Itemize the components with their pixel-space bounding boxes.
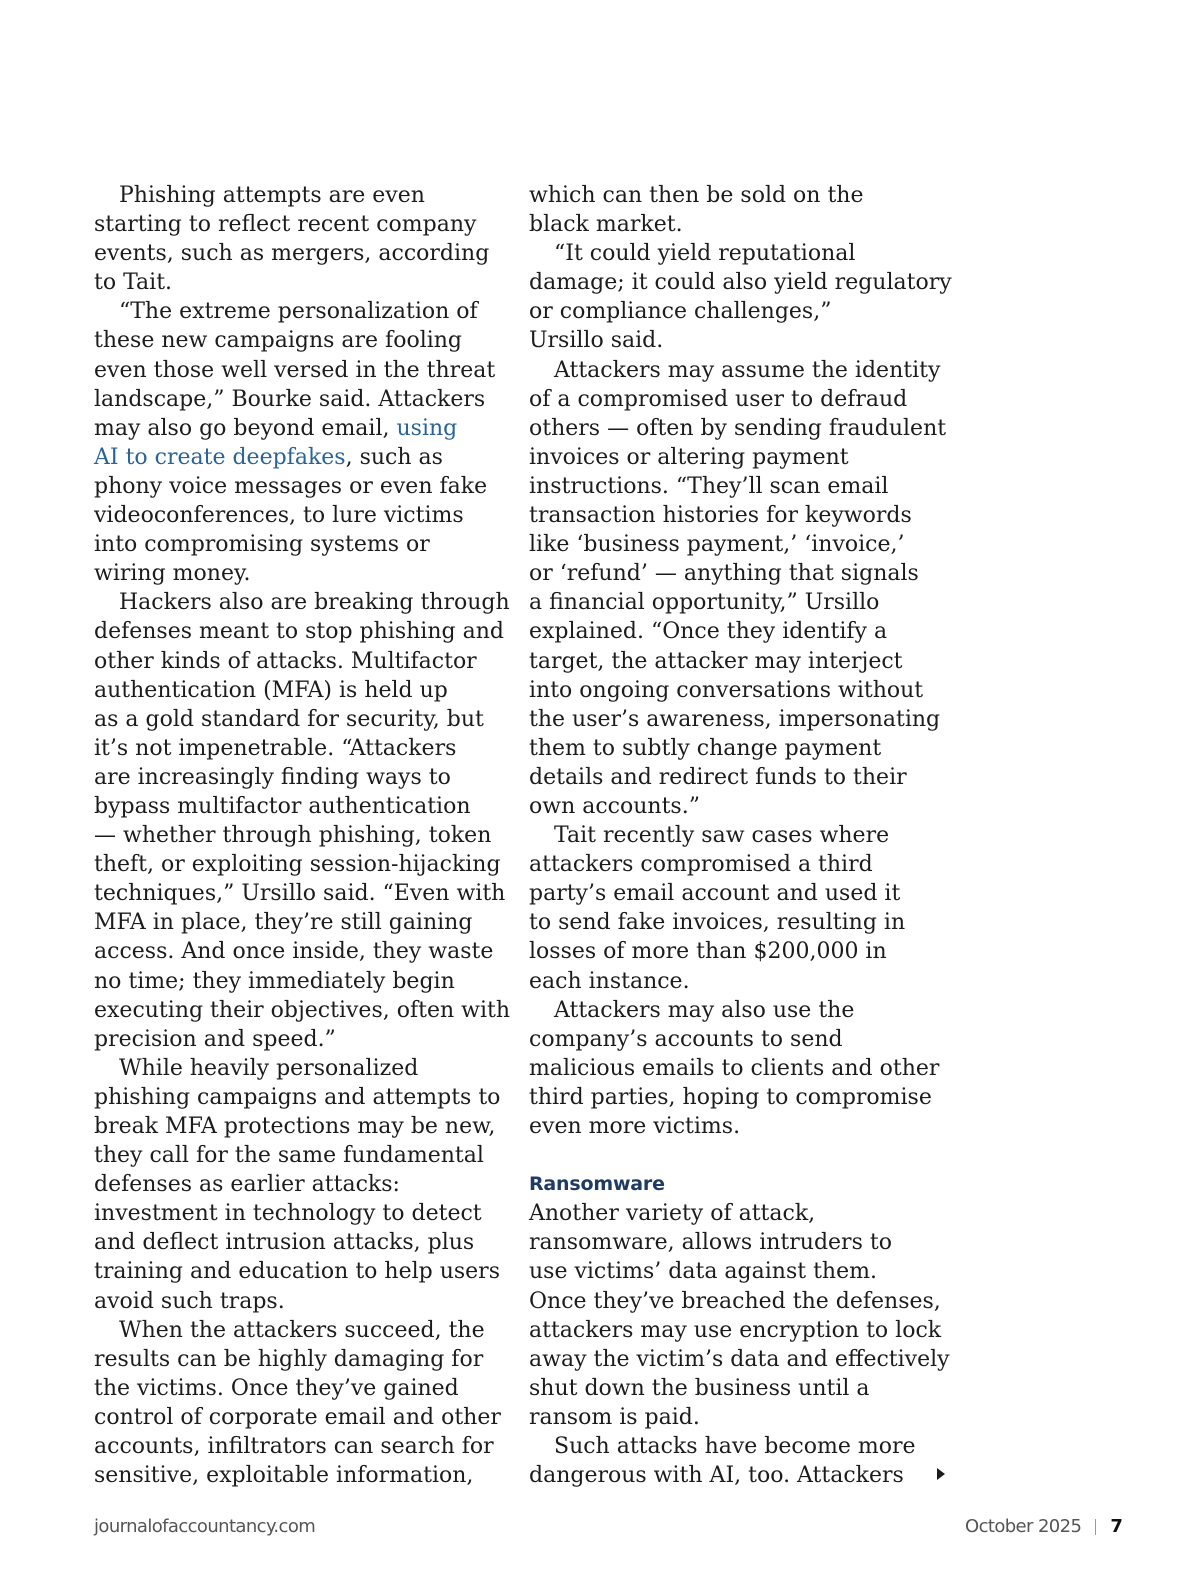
text-fragment: may also go beyond email, <box>94 415 397 441</box>
text-line: Hackers also are breaking through <box>119 590 510 616</box>
text-line: executing their objectives, often with <box>94 997 511 1023</box>
text-line: own accounts.” <box>529 793 700 819</box>
text-line: even more victims. <box>529 1114 741 1139</box>
text-line: they call for the same fundamental <box>94 1143 484 1169</box>
text-line: them to subtly change payment <box>529 735 882 761</box>
text-line: it’s not impenetrable. “Attackers <box>94 735 457 761</box>
text-line: sensitive, exploitable information, <box>94 1463 474 1489</box>
text-line: break MFA protections may be new, <box>94 1114 496 1139</box>
text-line: — whether through phishing, token <box>94 823 492 849</box>
text-line: While heavily personalized <box>119 1055 419 1081</box>
text-line: techniques,” Ursillo said. “Even with <box>94 881 506 907</box>
text-line: dangerous with AI, too. Attackers <box>529 1463 904 1489</box>
footer-issue-info <box>965 1516 1122 1537</box>
text-line: phony voice messages or even fake <box>94 473 488 499</box>
left-column <box>94 181 514 1490</box>
text-line: ransomware, allows intruders to <box>529 1230 892 1256</box>
paragraph-gap <box>529 1141 949 1170</box>
text-line: videoconferences, to lure victims <box>94 503 464 529</box>
text-line: use victims’ data against them. <box>529 1259 877 1285</box>
text-line: damage; it could also yield regulatory <box>529 270 952 296</box>
text-line: to Tait. <box>94 270 173 296</box>
text-line: ransom is paid. <box>529 1404 700 1430</box>
text-line: others — often by sending fraudulent <box>529 415 947 441</box>
footer-divider <box>1095 1519 1096 1535</box>
text-line: which can then be sold on the <box>529 183 864 208</box>
text-line: Attackers may assume the identity <box>554 357 941 383</box>
text-line: Another variety of attack, <box>529 1201 816 1227</box>
text-line: as a gold standard for security, but <box>94 706 484 732</box>
text-line: each instance. <box>529 968 690 994</box>
text-line: Tait recently saw cases where <box>554 823 890 849</box>
text-line: away the victim’s data and effectively <box>529 1346 950 1372</box>
text-line: Such attacks have become more <box>554 1434 916 1460</box>
text-line: defenses as earlier attacks: <box>94 1172 400 1198</box>
text-line: Phishing attempts are even <box>119 183 425 208</box>
text-line: party’s email account and used it <box>529 881 901 907</box>
text-line: explained. “Once they identify a <box>529 619 888 645</box>
text-line: these new campaigns are fooling <box>94 328 463 354</box>
text-line: black market. <box>529 212 683 238</box>
text-line: Attackers may also use the <box>554 997 855 1023</box>
text-line: events, such as mergers, according <box>94 241 490 267</box>
text-line: or compliance challenges,” <box>529 299 832 325</box>
text-line: precision and speed.” <box>94 1026 336 1052</box>
text-line: investment in technology to detect <box>94 1201 482 1227</box>
text-line: bypass multifactor authentication <box>94 793 471 819</box>
text-line: instructions. “They’ll scan email <box>529 473 889 499</box>
text-line: Once they’ve breached the defenses, <box>529 1288 941 1314</box>
text-line: are increasingly finding ways to <box>94 764 451 790</box>
text-line: or ‘refund’ — anything that signals <box>529 561 919 587</box>
text-line: transaction histories for keywords <box>529 503 912 529</box>
text-line: “It could yield reputational <box>554 241 856 267</box>
footer-issue: October 2025 <box>965 1516 1082 1537</box>
text-line: attackers compromised a third <box>529 852 873 878</box>
text-line: wiring money. <box>94 561 251 587</box>
text-line: landscape,” Bourke said. Attackers <box>94 386 486 412</box>
text-line: training and education to help users <box>94 1259 500 1285</box>
text-line: control of corporate email and other <box>94 1404 501 1430</box>
text-line: and deflect intrusion attacks, plus <box>94 1230 475 1256</box>
continue-arrow-icon <box>937 1468 945 1480</box>
text-line: to send fake invoices, resulting in <box>529 910 906 936</box>
text-line: starting to reflect recent company <box>94 212 477 238</box>
text-line: “The extreme personalization of <box>119 299 478 325</box>
deepfakes-link[interactable]: using <box>396 415 458 441</box>
footer-site[interactable]: journalofaccountancy.com <box>94 1516 316 1537</box>
text-line: the user’s awareness, impersonating <box>529 706 941 732</box>
text-line: theft, or exploiting session-hijacking <box>94 852 501 878</box>
text-line: When the attackers succeed, the <box>119 1317 485 1343</box>
text-line: results can be highly damaging for <box>94 1346 484 1372</box>
section-heading: Ransomware <box>529 1173 665 1196</box>
page-number: 7 <box>1110 1516 1123 1537</box>
text-line: malicious emails to clients and other <box>529 1055 940 1081</box>
text-line: phishing campaigns and attempts to <box>94 1084 501 1110</box>
text-line: like ‘business payment,’ ‘invoice,’ <box>529 532 905 558</box>
text-line: even those well versed in the threat <box>94 357 496 383</box>
text-line: no time; they immediately begin <box>94 968 455 994</box>
deepfakes-link[interactable]: AI to create deepfakes <box>94 444 346 470</box>
text-line: of a compromised user to defraud <box>529 386 908 412</box>
text-line: third parties, hoping to compromise <box>529 1084 932 1110</box>
text-line: MFA in place, they’re still gaining <box>94 910 473 936</box>
text-line: details and redirect funds to their <box>529 764 907 790</box>
text-line: invoices or altering payment <box>529 444 849 470</box>
text-line: avoid such traps. <box>94 1288 285 1314</box>
text-line: company’s accounts to send <box>529 1026 843 1052</box>
right-column <box>529 181 952 1490</box>
text-line: target, the attacker may interject <box>529 648 903 674</box>
text-line: the victims. Once they’ve gained <box>94 1375 459 1401</box>
text-line: Ursillo said. <box>529 328 664 354</box>
text-line: a financial opportunity,” Ursillo <box>529 590 880 616</box>
text-line <box>94 443 514 472</box>
text-line: into ongoing conversations without <box>529 677 924 703</box>
text-line: attackers may use encryption to lock <box>529 1317 942 1343</box>
text-line: access. And once inside, they waste <box>94 939 494 965</box>
text-line <box>94 414 514 443</box>
text-line: authentication (MFA) is held up <box>94 677 448 703</box>
text-line: shut down the business until a <box>529 1375 870 1401</box>
text-line: accounts, infiltrators can search for <box>94 1434 494 1460</box>
text-line: losses of more than $200,000 in <box>529 939 887 965</box>
text-line: other kinds of attacks. Multifactor <box>94 648 477 674</box>
text-fragment: , such as <box>345 444 443 470</box>
text-line: defenses meant to stop phishing and <box>94 619 504 645</box>
text-line: into compromising systems or <box>94 532 430 558</box>
